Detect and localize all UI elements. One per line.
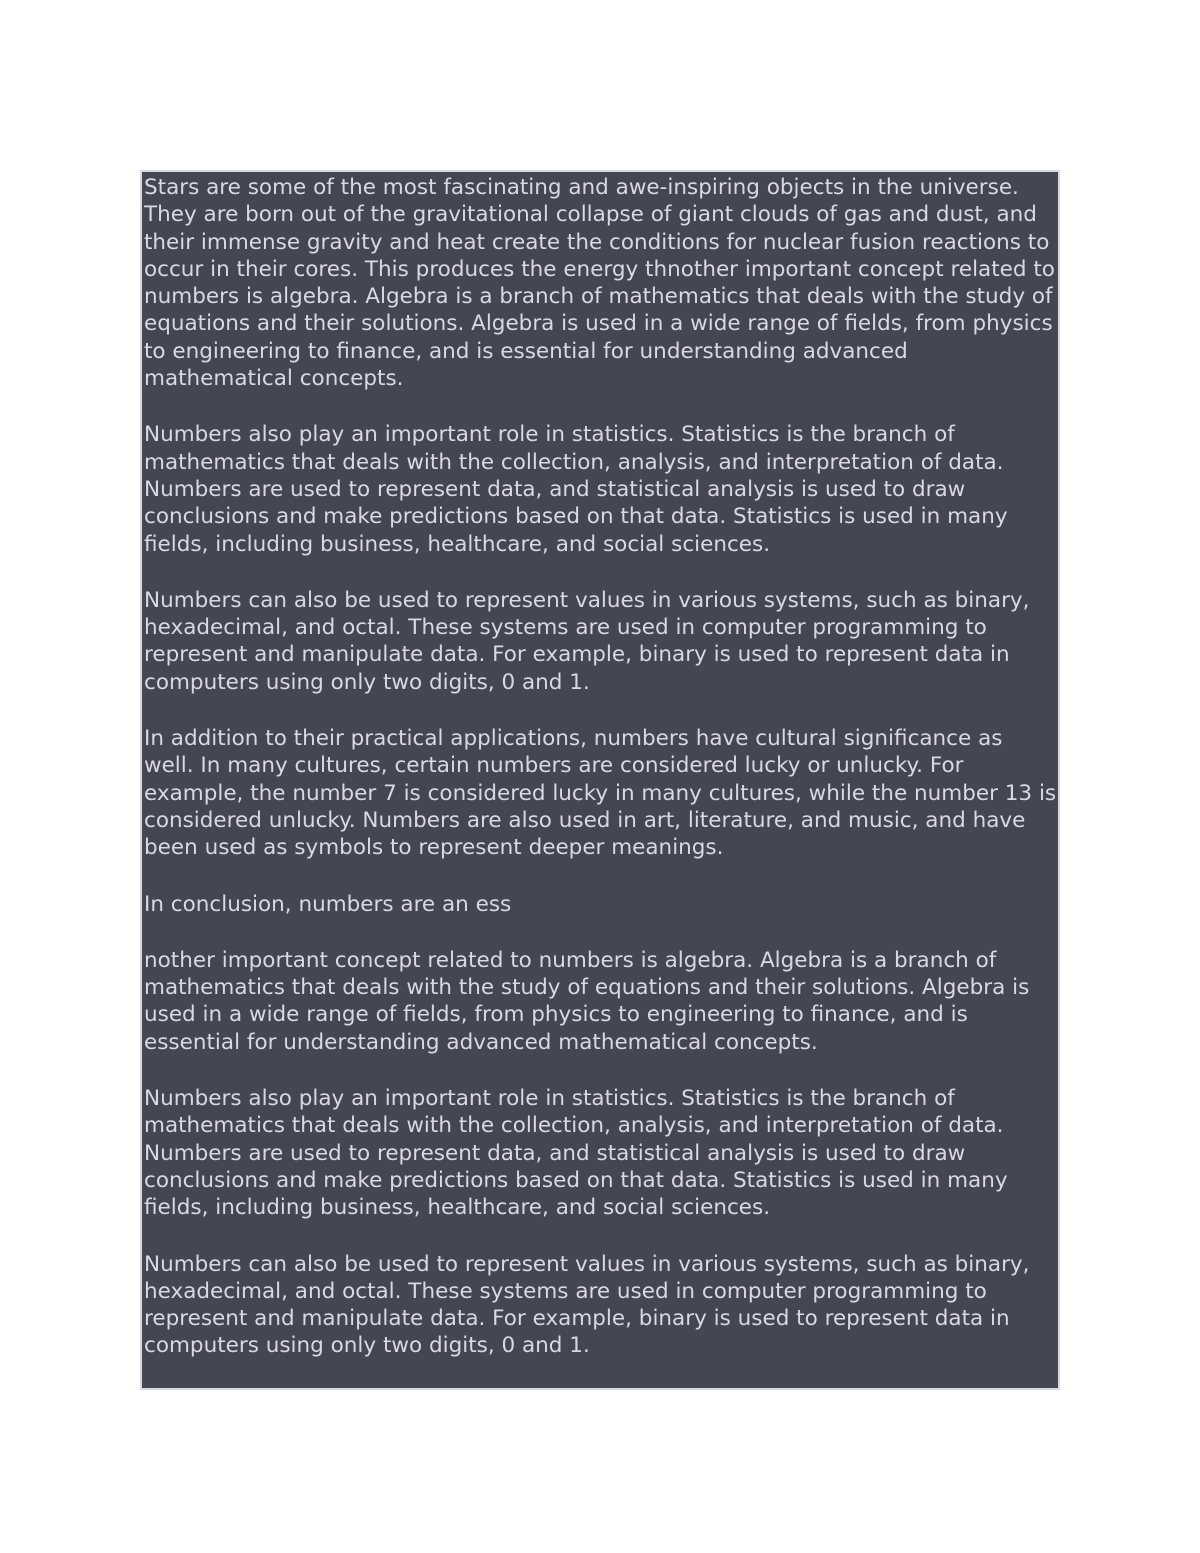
paragraph-algebra: nother important concept related to numbers is algebra. Algebra is a branch of mathematics that deals with the study of equations and their solutions. Algebra is used in a wide range of fields, from physics to engineering to finance, and is essential for understanding advanced mathematical concepts.: [144, 947, 1030, 1055]
paragraph-number-systems: Numbers can also be used to represent values in various systems, such as binary, hexadecimal, and octal. These systems are used in computer programming to represent and manipulate data. For example, binary is used to represent data in computers using only two digits, 0 and 1.: [144, 587, 1030, 695]
paragraph-stars-algebra: Stars are some of the most fascinating and awe-inspiring objects in the universe. They are born out of the gravitational collapse of giant clouds of gas and dust, and their immense gravity and heat create the conditions for nuclear fusion reactions to occur in their cores. This produces the energy thnother important concept related to numbers is algebra. Algebra is a branch of mathematics that deals with the study of equations and their solutions. Algebra is used in a wide range of fields, from physics to engineering to finance, and is essential for understanding advanced mathematical concepts.: [144, 175, 1055, 392]
paragraph-statistics-repeat: Numbers also play an important role in statistics. Statistics is the branch of mathematics that deals with the collection, analysis, and interpretation of data. Numbers are used to represent data, and statistical analysis is used to draw conclusions and make predictions based on that data. Statistics is used in many fields, including business, healthcare, and social sciences.: [144, 1086, 1008, 1221]
text-block: [140, 170, 1060, 1390]
paragraph-conclusion: In conclusion, numbers are an ess: [144, 891, 512, 917]
paragraph-number-systems-repeat: Numbers can also be used to represent values in various systems, such as binary, hexadecimal, and octal. These systems are used in computer programming to represent and manipulate data. For example, binary is used to represent data in computers using only two digits, 0 and 1.: [144, 1251, 1030, 1359]
paragraph-cultural-significance: In addition to their practical applications, numbers have cultural significance as well. In many cultures, certain numbers are considered lucky or unlucky. For example, the number 7 is considered lucky in many cultures, while the number 13 is considered unlucky. Numbers are also used in art, literature, and music, and have been used as symbols to represent deeper meanings.: [144, 726, 1057, 861]
paragraph-statistics: Numbers also play an important role in statistics. Statistics is the branch of mathematics that deals with the collection, analysis, and interpretation of data. Numbers are used to represent data, and statistical analysis is used to draw conclusions and make predictions based on that data. Statistics is used in many fields, including business, healthcare, and social sciences.: [144, 422, 1008, 557]
